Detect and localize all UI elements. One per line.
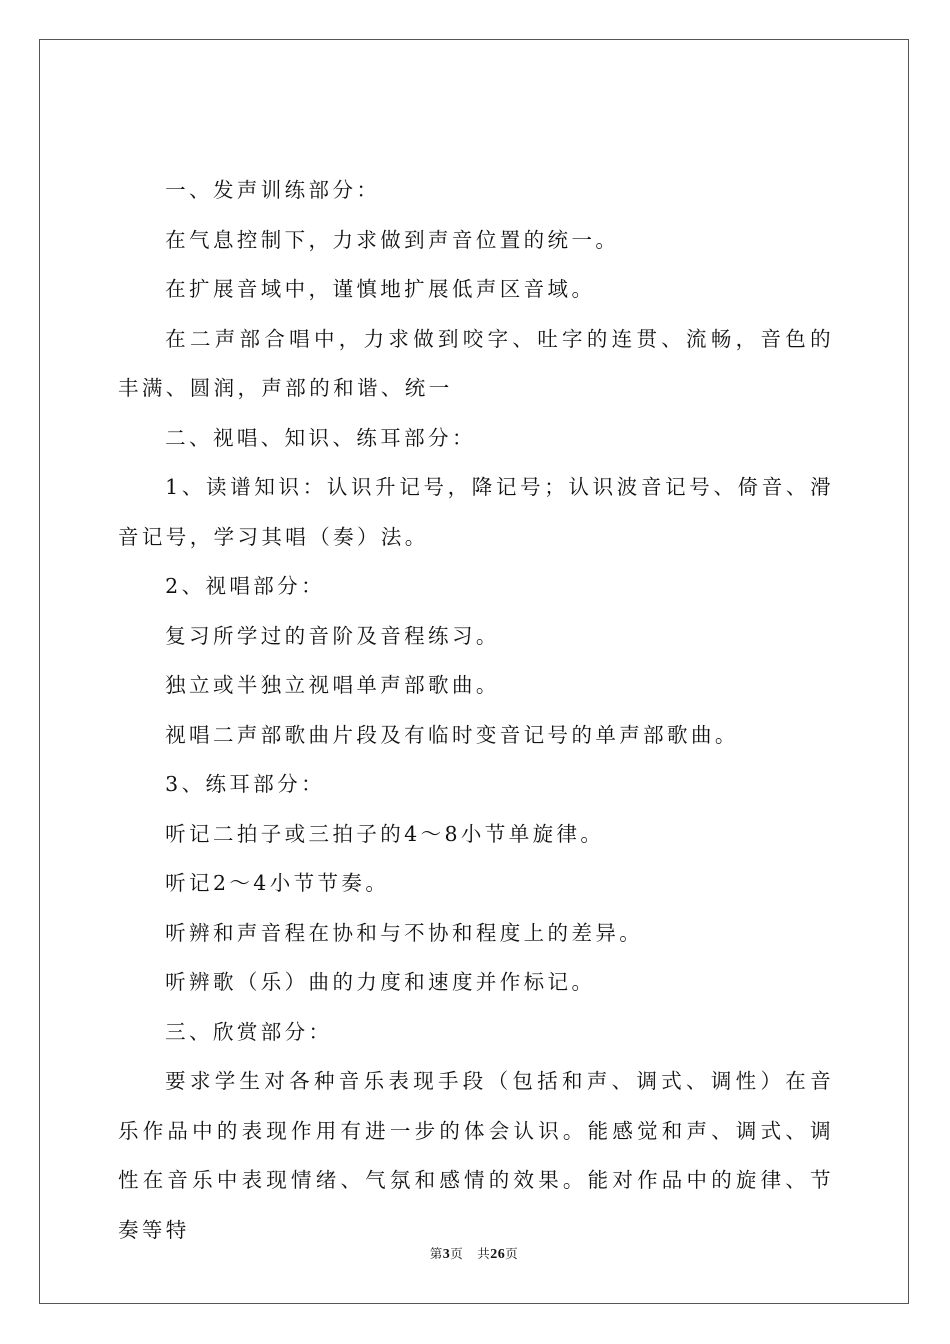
paragraph: 在气息控制下，力求做到声音位置的统一。 (165, 227, 620, 252)
paragraph: 听辨和声音程在协和与不协和程度上的差异。 (165, 920, 644, 945)
document-page (39, 39, 909, 1304)
paragraph: 在二声部合唱中，力求做到咬字、吐字的连贯、流畅，音色的丰满、圆润，声部的和谐、统一 (118, 326, 834, 400)
paragraph: 视唱二声部歌曲片段及有临时变音记号的单声部歌曲。 (165, 722, 739, 747)
document-body (118, 166, 834, 1255)
paragraph: 复习所学过的音阶及音程练习。 (165, 623, 500, 648)
page-suffix: 页 (450, 1246, 464, 1261)
section-heading: 三、欣赏部分： (165, 1019, 333, 1044)
total-prefix: 共 (477, 1246, 491, 1261)
subsection-heading: 3、练耳部分： (165, 772, 325, 796)
paragraph: 要求学生对各种音乐表现手段（包括和声、调式、调性）在音乐作品中的表现作用有进一步的体会认识。能感觉和声、调式、调性在音乐中表现情绪、气氛和感情的效果。能对作品中的旋律、节奏等特 (118, 1069, 834, 1242)
paragraph: 1、读谱知识：认识升记号，降记号；认识波音记号、倚音、滑音记号，学习其唱（奏）法。 (118, 475, 834, 549)
paragraph: 独立或半独立视唱单声部歌曲。 (165, 673, 500, 697)
page-number: 3 (442, 1247, 451, 1262)
paragraph: 听记2～4小节节奏。 (165, 871, 390, 895)
total-suffix: 页 (505, 1246, 519, 1261)
section-heading: 二、视唱、知识、练耳部分： (165, 425, 476, 450)
paragraph: 听辨歌（乐）曲的力度和速度并作标记。 (165, 970, 596, 994)
page-footer (40, 1244, 908, 1263)
paragraph: 在扩展音域中，谨慎地扩展低声区音域。 (165, 277, 596, 301)
page-prefix: 第 (429, 1246, 443, 1261)
subsection-heading: 2、视唱部分： (165, 574, 325, 598)
paragraph: 听记二拍子或三拍子的4～8小节单旋律。 (165, 821, 605, 846)
section-heading: 一、发声训练部分： (165, 178, 381, 202)
total-pages: 26 (490, 1247, 506, 1262)
